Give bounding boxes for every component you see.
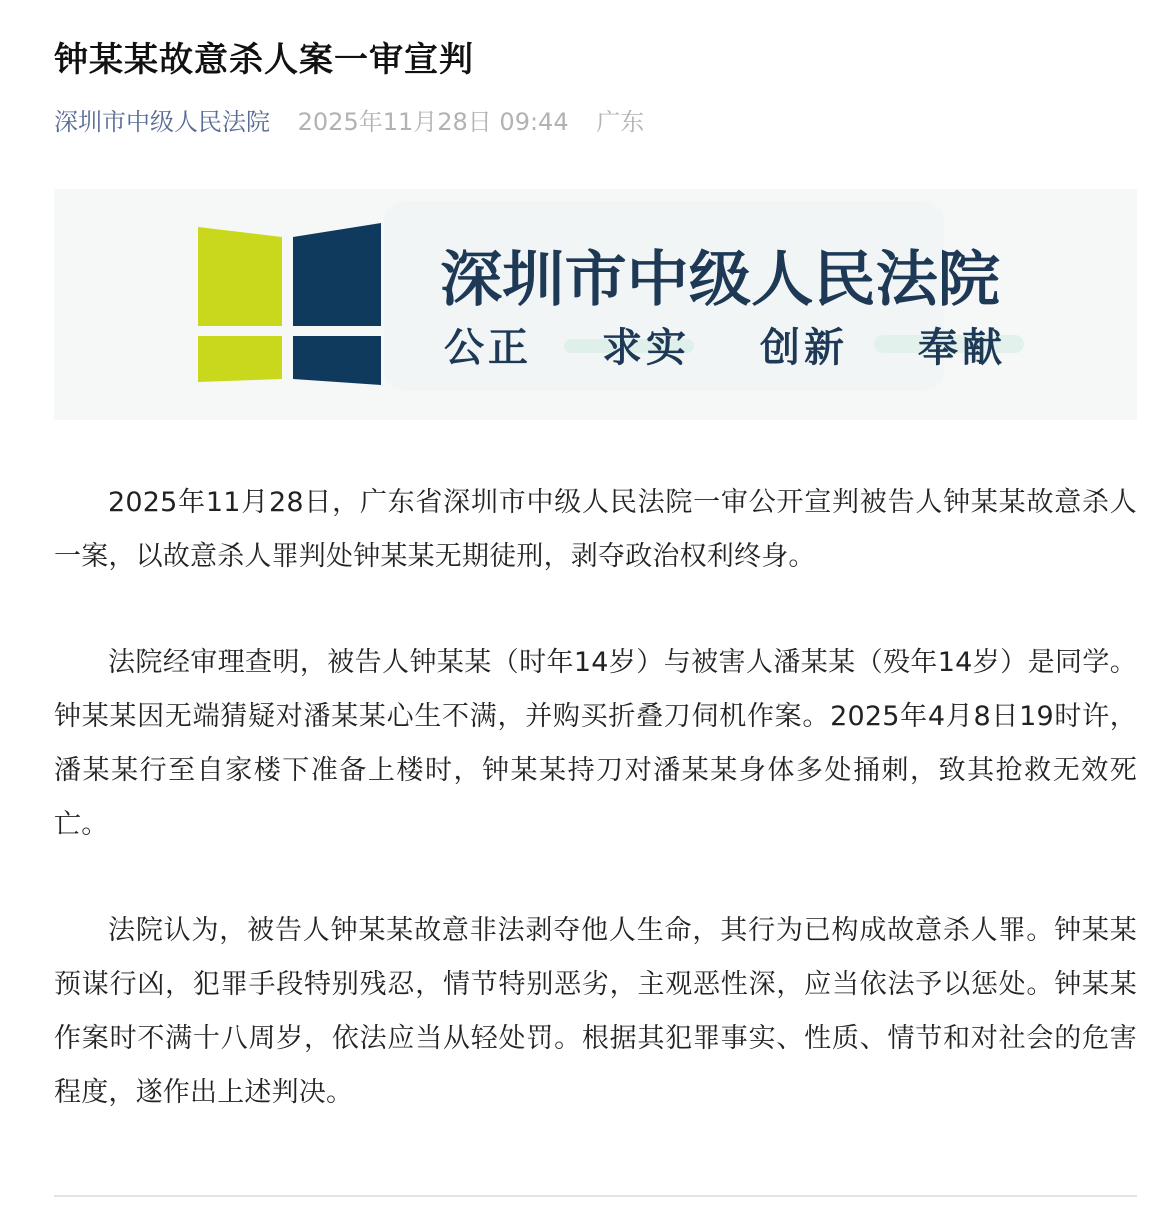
article-meta bbox=[54, 104, 644, 140]
banner-org-name: 深圳市中级人民法院 bbox=[440, 245, 1000, 315]
court-emblem-icon bbox=[198, 223, 381, 385]
article-paragraph: 2025年11月28日，广东省深圳市中级人民法院一审公开宣判被告人钟某某故意杀人一案，以故意杀人罪判处钟某某无期徒刑，剥夺政治权利终身。 bbox=[54, 487, 1137, 572]
article-title: 钟某某故意杀人案一审宣判 bbox=[54, 40, 474, 80]
bottom-divider bbox=[54, 1195, 1137, 1197]
article-body bbox=[54, 476, 1137, 1172]
banner-motto-item: 奉献 bbox=[918, 325, 1006, 371]
article-paragraph: 法院经审理查明，被告人钟某某（时年14岁）与被害人潘某某（殁年14岁）是同学。钟某某因无端猜疑对潘某某心生不满，并购买折叠刀伺机作案。2025年4月8日19时许，潘某某行至自家楼下准备上楼时，钟某某持刀对潘某某身体多处捅刺，致其抢救无效死亡。 bbox=[54, 647, 1137, 840]
publish-date: 2025年11月28日 09:44 bbox=[297, 108, 569, 136]
banner-motto-item: 创新 bbox=[760, 325, 848, 371]
court-banner-image bbox=[54, 189, 1137, 420]
source-link[interactable]: 深圳市中级人民法院 bbox=[54, 108, 270, 136]
article-paragraph: 法院认为，被告人钟某某故意非法剥夺他人生命，其行为已构成故意杀人罪。钟某某预谋行凶，犯罪手段特别残忍，情节特别恶劣，主观恶性深，应当依法予以惩处。钟某某作案时不满十八周岁，依法应当从轻处罚。根据其犯罪事实、性质、情节和对社会的危害程度，遂作出上述判决。 bbox=[54, 915, 1137, 1108]
banner-motto-item: 求实 bbox=[602, 325, 690, 371]
banner-motto-item: 公正 bbox=[444, 325, 532, 371]
court-logo-graphic bbox=[54, 189, 1137, 420]
region-label: 广东 bbox=[596, 108, 645, 136]
